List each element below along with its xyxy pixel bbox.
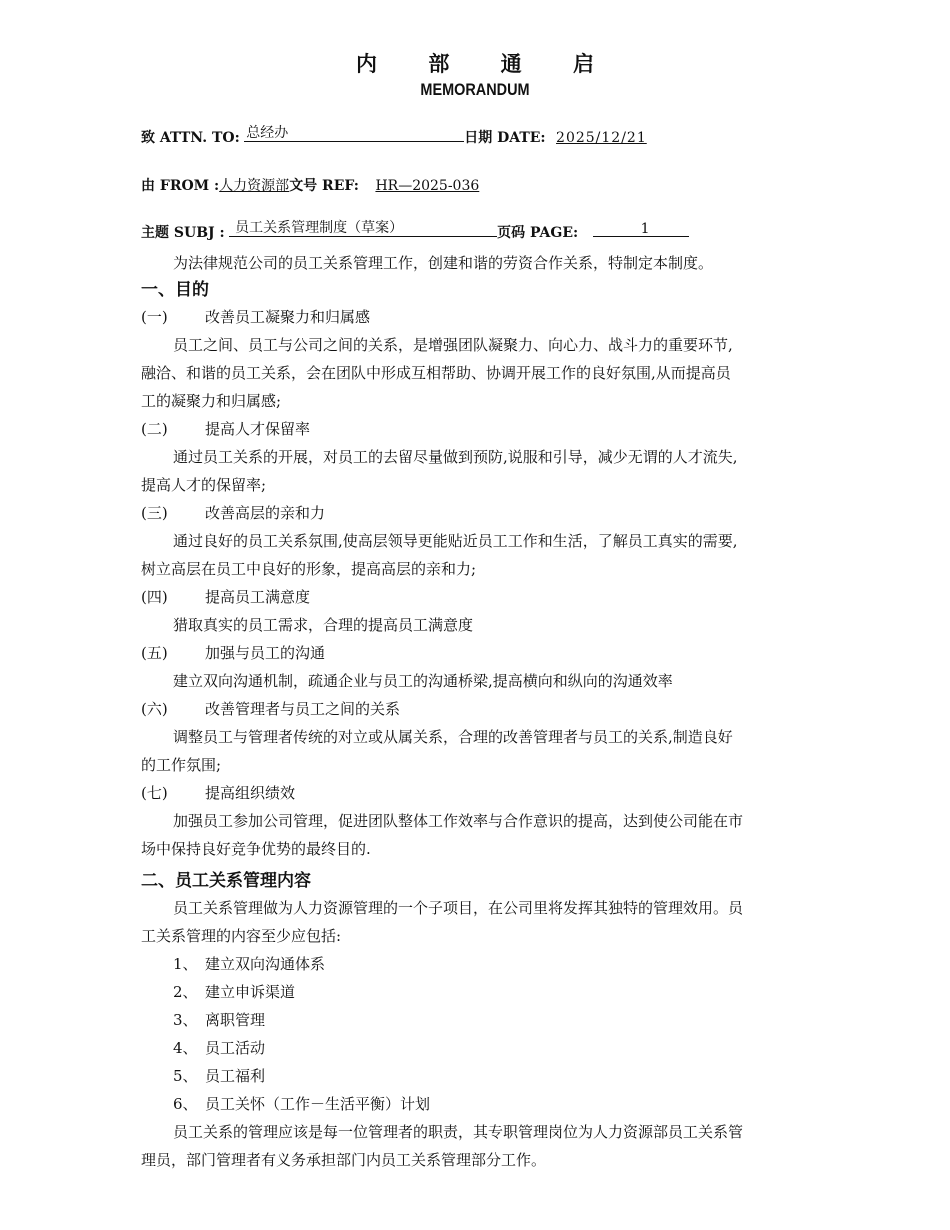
purpose-item-title: 提高员工满意度 [205, 588, 311, 606]
content-list-item [173, 1062, 265, 1090]
purpose-item-text: 通过员工关系的开展，对员工的去留尽量做到预防,说服和引导，减少无谓的人才流失, [173, 448, 738, 466]
content-list-number: 2、 [173, 983, 198, 1001]
header-row-attn [141, 127, 647, 147]
purpose-item-text: 调整员工与管理者传统的对立或从属关系，合理的改善管理者与员工的关系,制造良好 [173, 728, 733, 746]
outro-line-2: 理员，部门管理者有义务承担部门内员工关系管理部分工作。 [141, 1151, 547, 1169]
s2-intro-line-2: 工关系管理的内容至少应包括: [141, 927, 342, 945]
purpose-item-title: 加强与员工的沟通 [205, 644, 326, 662]
page-field [593, 222, 689, 237]
page-label: 页码 PAGE: [497, 225, 579, 241]
purpose-item-number: (一) [141, 308, 168, 326]
from-value: 人力资源部 [219, 178, 290, 194]
header-row-subj [141, 222, 689, 242]
attn-field [244, 127, 464, 142]
from-label: 由 FROM : [141, 178, 220, 194]
page-value: 1 [640, 221, 650, 237]
purpose-item-heading [141, 415, 310, 443]
attn-label: 致 ATTN. TO: [141, 130, 240, 146]
purpose-item-text: 通过良好的员工关系氛围,使高层领导更能贴近员工工作和生活，了解员工真实的需要, [173, 532, 738, 550]
purpose-item-title: 提高组织绩效 [205, 784, 296, 802]
ref-value: HR—2025-036 [375, 178, 480, 194]
content-list-number: 5、 [173, 1067, 198, 1085]
memo-title-english: MEMORANDUM [420, 80, 530, 99]
content-list-text: 离职管理 [205, 1011, 266, 1029]
subj-label: 主题 SUBJ : [141, 225, 225, 241]
purpose-item-title: 提高人才保留率 [205, 420, 311, 438]
content-list-text: 建立双向沟通体系 [205, 955, 326, 973]
purpose-item-heading [141, 303, 370, 331]
ref-label: 文号 REF: [289, 178, 359, 194]
purpose-item-text: 猎取真实的员工需求，合理的提高员工满意度 [173, 616, 474, 634]
attn-value: 总经办 [246, 125, 289, 141]
purpose-item-text: 场中保持良好竞争优势的最终目的. [141, 840, 371, 858]
purpose-item-text: 建立双向沟通机制，疏通企业与员工的沟通桥梁,提高横向和纵向的沟通效率 [173, 672, 673, 690]
purpose-item-text: 提高人才的保留率; [141, 476, 267, 494]
intro-paragraph: 为法律规范公司的员工关系管理工作，创建和谐的劳资合作关系，特制定本制度。 [173, 254, 714, 272]
purpose-item-number: (七) [141, 784, 168, 802]
content-list-item [173, 1034, 265, 1062]
header-row-from [141, 175, 479, 195]
content-list-item [173, 1006, 265, 1034]
purpose-item-title: 改善管理者与员工之间的关系 [205, 700, 401, 718]
date-value: 2025/12/21 [556, 130, 647, 146]
purpose-item-text: 加强员工参加公司管理，促进团队整体工作效率与合作意识的提高，达到使公司能在市 [173, 812, 744, 830]
purpose-item-text: 融洽、和谐的员工关系，会在团队中形成互相帮助、协调开展工作的良好氛围,从而提高员 [141, 364, 731, 382]
purpose-item-heading [141, 583, 310, 611]
content-list-text: 员工福利 [205, 1067, 266, 1085]
purpose-item-text: 树立高层在员工中良好的形象，提高高层的亲和力; [141, 560, 477, 578]
purpose-item-title: 改善员工凝聚力和归属感 [205, 308, 371, 326]
purpose-item-heading [141, 695, 400, 723]
purpose-item-number: (五) [141, 644, 168, 662]
content-list-text: 建立申诉渠道 [205, 983, 296, 1001]
content-list-text: 员工活动 [205, 1039, 266, 1057]
purpose-item-heading [141, 779, 295, 807]
s2-intro-line-1: 员工关系管理做为人力资源管理的一个子项目，在公司里将发挥其独特的管理效用。员 [173, 899, 744, 917]
purpose-item-heading [141, 639, 325, 667]
content-list-text: 员工关怀（工作－生活平衡）计划 [205, 1095, 431, 1113]
purpose-item-text: 员工之间、员工与公司之间的关系，是增强团队凝聚力、向心力、战斗力的重要环节, [173, 336, 733, 354]
date-label: 日期 DATE: [464, 130, 546, 146]
subj-value: 员工关系管理制度（草案） [235, 220, 404, 236]
memo-title-chinese: 内 部 通 启 [356, 51, 616, 76]
purpose-item-number: (二) [141, 420, 168, 438]
content-list-number: 4、 [173, 1039, 198, 1057]
subj-field [229, 222, 497, 237]
content-list-item [173, 1090, 430, 1118]
purpose-item-heading [141, 499, 325, 527]
purpose-item-number: (六) [141, 700, 168, 718]
section-2-heading: 二、员工关系管理内容 [141, 871, 311, 891]
purpose-item-text: 工的凝聚力和归属感; [141, 392, 282, 410]
outro-line-1: 员工关系的管理应该是每一位管理者的职责，其专职管理岗位为人力资源部员工关系管 [173, 1123, 744, 1141]
content-list-number: 1、 [173, 955, 198, 973]
purpose-item-text: 的工作氛围; [141, 756, 222, 774]
section-1-heading: 一、目的 [141, 280, 209, 300]
content-list-number: 6、 [173, 1095, 198, 1113]
content-list-number: 3、 [173, 1011, 198, 1029]
purpose-item-title: 改善高层的亲和力 [205, 504, 326, 522]
content-list-item [173, 978, 295, 1006]
purpose-item-number: (四) [141, 588, 168, 606]
purpose-item-number: (三) [141, 504, 168, 522]
content-list-item [173, 950, 325, 978]
